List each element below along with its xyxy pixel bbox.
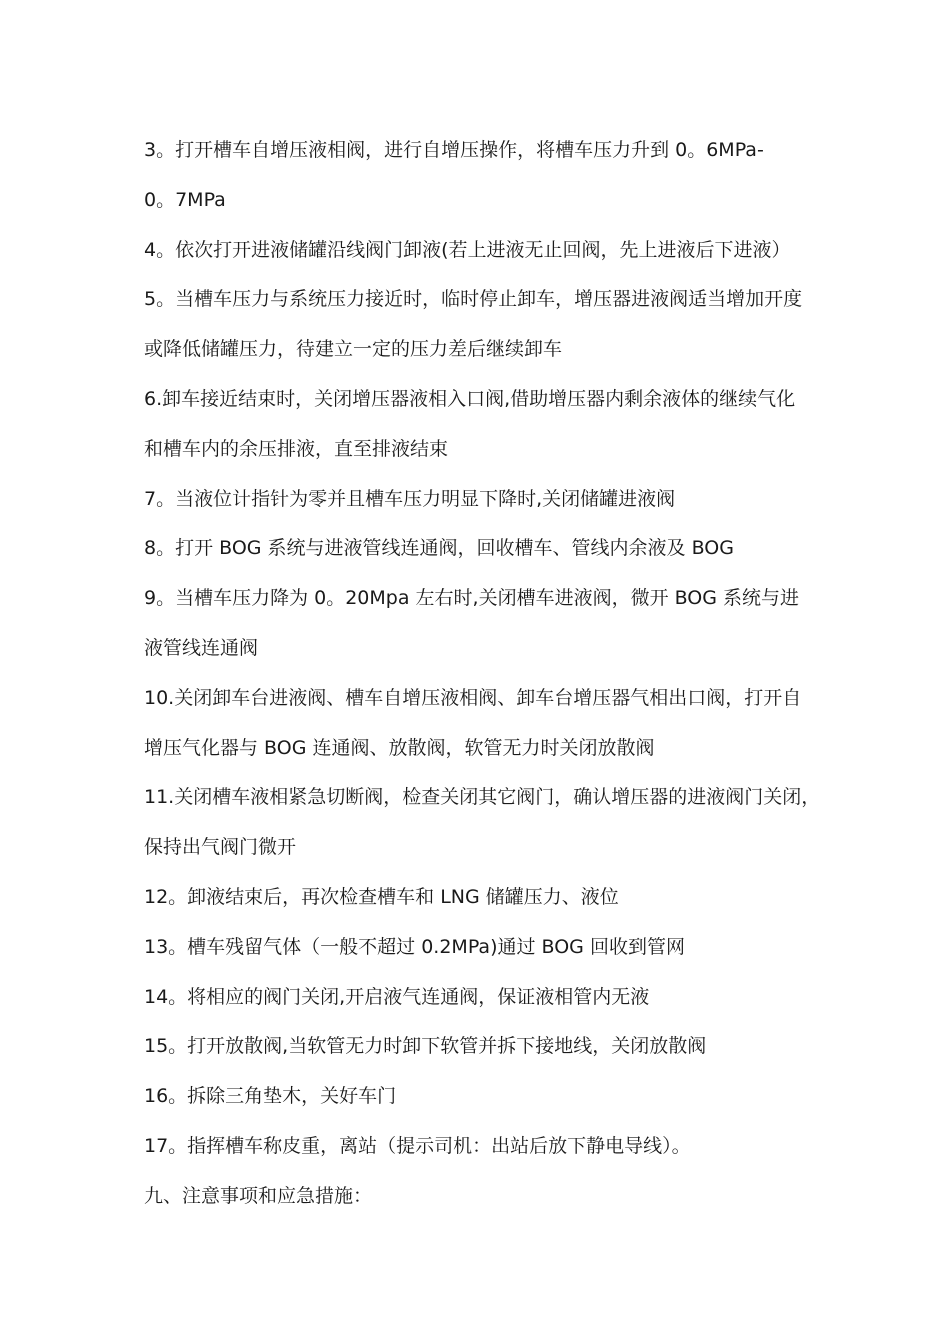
text-line: 17。指挥槽车称皮重，离站（提示司机：出站后放下静电导线）。 <box>144 1134 691 1157</box>
text-line: 8。打开 BOG 系统与进液管线连通阀，回收槽车、管线内余液及 BOG <box>144 537 734 560</box>
text-line: 7。当液位计指针为零并且槽车压力明显下降时,关闭储罐进液阀 <box>144 487 676 510</box>
text-line: 0。7MPa <box>144 188 226 211</box>
text-line: 和槽车内的余压排液，直至排液结束 <box>144 437 449 460</box>
text-line: 15。打开放散阀,当软管无力时卸下软管并拆下接地线，关闭放散阀 <box>144 1035 707 1058</box>
text-line: 保持出气阀门微开 <box>144 836 297 859</box>
text-line: 13。槽车残留气体（一般不超过 0.2MPa)通过 BOG 回收到管网 <box>144 935 685 958</box>
text-line: 或降低储罐压力，待建立一定的压力差后继续卸车 <box>144 338 563 361</box>
text-line: 9。当槽车压力降为 0。20Mpa 左右时,关闭槽车进液阀，微开 BOG 系统与进 <box>144 587 800 610</box>
text-line: 3。打开槽车自增压液相阀，进行自增压操作，将槽车压力升到 0。6MPa- <box>144 139 764 161</box>
text-line: 14。将相应的阀门关闭,开启液气连通阀，保证液相管内无液 <box>144 985 650 1008</box>
document-body <box>144 126 824 1222</box>
text-line: 增压气化器与 BOG 连通阀、放散阀，软管无力时关闭放散阀 <box>144 736 655 759</box>
text-line: 12。卸液结束后，再次检查槽车和 LNG 储罐压力、液位 <box>144 885 619 908</box>
text-line: 11.关闭槽车液相紧急切断阀，检查关闭其它阀门，确认增压器的进液阀门关闭， <box>144 786 821 809</box>
text-line: 液管线连通阀 <box>144 636 259 659</box>
text-line: 6.卸车接近结束时，关闭增压器液相入口阀,借助增压器内剩余液体的继续气化 <box>144 387 796 410</box>
text-line: 16。拆除三角垫木，关好车门 <box>144 1085 397 1108</box>
section-heading: 九、注意事项和应急措施： <box>144 1184 373 1207</box>
text-line: 4。依次打开进液储罐沿线阀门卸液(若上进液无止回阀，先上进液后下进液） <box>144 238 791 261</box>
text-line: 10.关闭卸车台进液阀、槽车自增压液相阀、卸车台增压器气相出口阀，打开自 <box>144 686 802 709</box>
text-line: 5。当槽车压力与系统压力接近时，临时停止卸车，增压器进液阀适当增加开度 <box>144 288 803 311</box>
